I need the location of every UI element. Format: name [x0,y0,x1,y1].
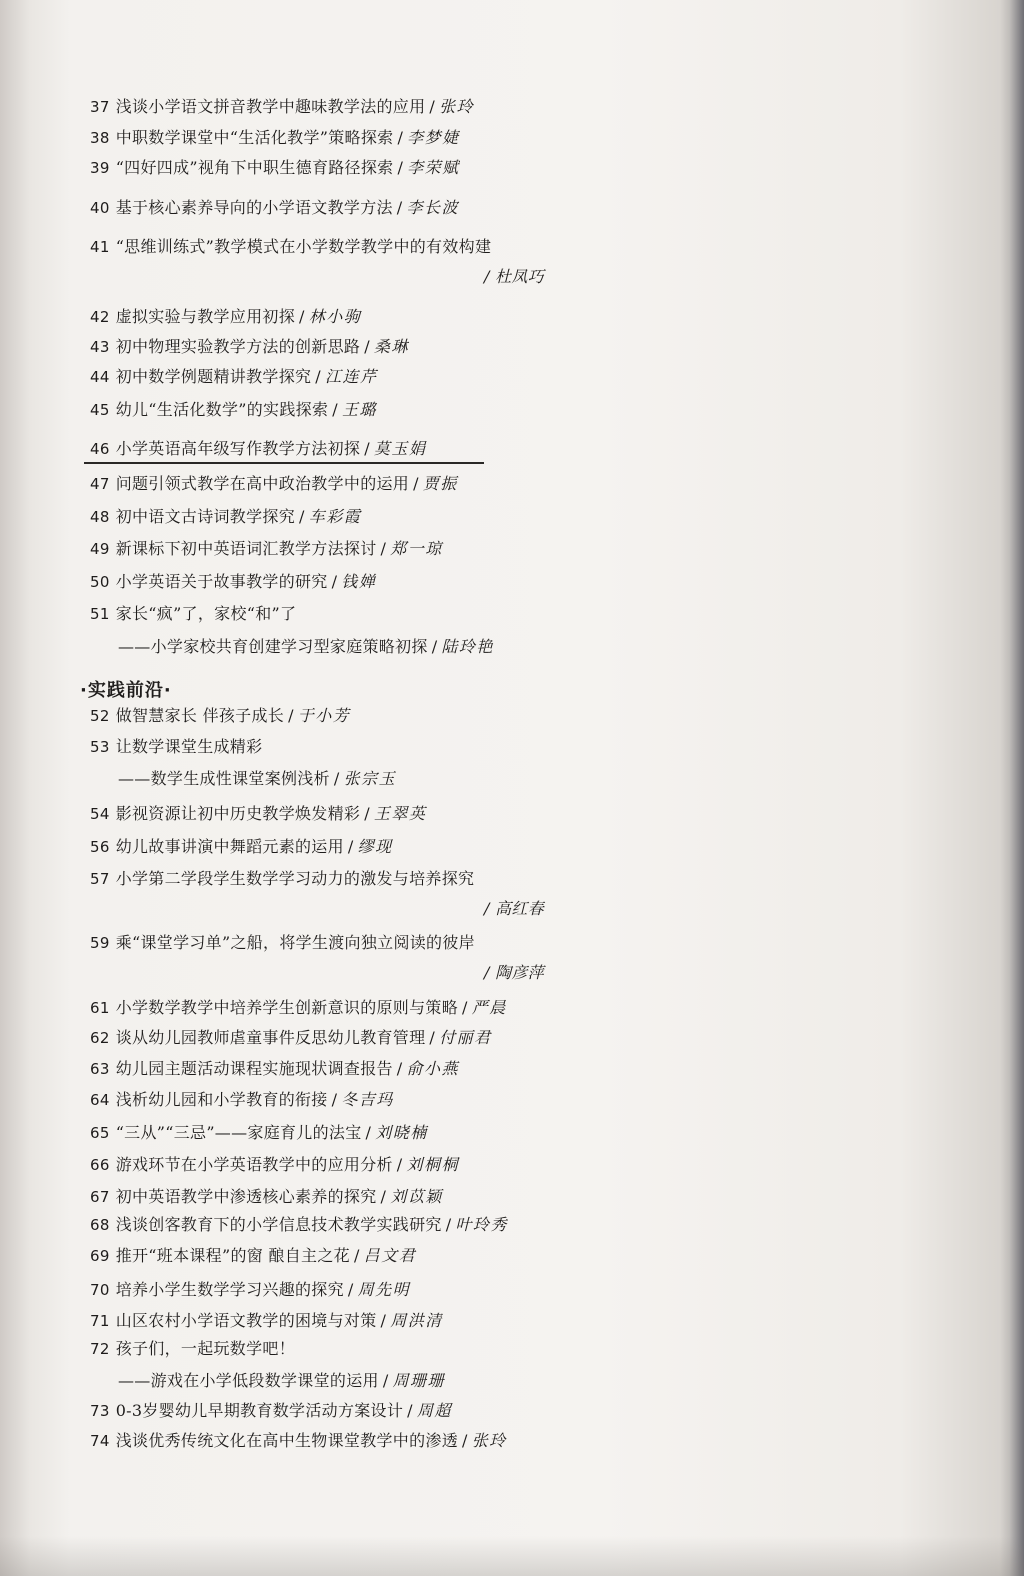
entry-title: “四好四成”视角下中职生德育路径探索 [115,158,394,177]
entry-author: 郑一琼 [390,539,443,558]
entry-number: 67 [90,1188,110,1206]
entry-subtitle: ——游戏在小学低段数学课堂的运用 / 周珊珊 [118,1371,446,1390]
entry-author: 张玲 [471,1431,507,1450]
toc-entry[interactable]: 61 小学数学教学中培养学生创新意识的原则与策略 / 严晨 [90,998,507,1017]
entry-number: 46 [90,440,110,458]
page-edge-shadow [1010,0,1024,1576]
entry-author: 刘桐桐 [406,1155,460,1174]
toc-entry[interactable]: 37 浅谈小学语文拼音教学中趣味教学法的应用 / 张玲 [90,97,475,116]
toc-entry[interactable]: 49 新课标下初中英语词汇教学方法探讨 / 郑一琼 [90,539,443,558]
entry-number: 51 [90,605,110,623]
toc-entry[interactable]: 64 浅析幼儿园和小学教育的衔接 / 冬吉玛 [90,1090,394,1109]
entry-title: 培养小学生数学学习兴趣的探究 [115,1280,344,1299]
toc-entry[interactable]: 69 推开“班本课程”的窗 酿自主之花 / 吕文君 [90,1246,417,1265]
entry-author: 林小驹 [308,307,362,326]
toc-entry[interactable]: 67 初中英语教学中渗透核心素养的探究 / 刘苡颖 [90,1187,443,1206]
entry-subtitle-text: ——数学生成性课堂案例浅析 [118,769,330,788]
toc-entry[interactable]: 68 浅谈创客教育下的小学信息技术教学实践研究 / 叶玲秀 [90,1215,508,1234]
entry-number: 73 [90,1402,110,1420]
toc-entry[interactable]: 70 培养小学生数学学习兴趣的探究 / 周先明 [90,1280,411,1299]
entry-title: 影视资源让初中历史教学焕发精彩 [115,804,361,823]
toc-entry[interactable]: 44 初中数学例题精讲教学探究 / 江连芹 [90,367,378,386]
entry-number: 63 [90,1060,110,1078]
entry-number: 54 [90,805,110,823]
toc-entry[interactable]: 46 小学英语高年级写作教学方法初探 / 莫玉娟 [90,439,427,458]
toc-entry[interactable]: 47 问题引领式教学在高中政治教学中的运用 / 贾振 [90,474,458,493]
toc-entry[interactable]: 71 山区农村小学语文教学的困境与对策 / 周洪清 [90,1311,443,1330]
entry-title: 乘“课堂学习单”之船，将学生渡向独立阅读的彼岸 [115,933,475,952]
entry-title: 浅谈创客教育下的小学信息技术教学实践研究 [115,1215,442,1234]
toc-entry[interactable]: 38 中职数学课堂中“生活化教学”策略探索 / 李梦婕 [90,128,460,147]
entry-number: 68 [90,1216,110,1234]
entry-author: 莫玉娟 [373,439,427,458]
toc-entry[interactable]: 66 游戏环节在小学英语教学中的应用分析 / 刘桐桐 [90,1155,460,1174]
toc-entry[interactable]: 39 “四好四成”视角下中职生德育路径探索 / 李荣赋 [90,158,460,177]
toc-entry[interactable]: 52 做智慧家长 伴孩子成长 / 于小芳 [90,706,351,725]
entry-number: 37 [90,98,110,116]
entry-number: 57 [90,870,110,888]
entry-author: 于小芳 [297,706,351,725]
entry-title: 做智慧家长 伴孩子成长 [115,706,285,725]
toc-entry[interactable]: 45 幼儿“生活化数学”的实践探索 / 王璐 [90,400,377,419]
entry-title: 让数学课堂生成精彩 [115,737,263,756]
entry-title: 孩子们，一起玩数学吧！ [115,1339,295,1358]
entry-title: 小学数学教学中培养学生创新意识的原则与策略 [115,998,458,1017]
entry-number: 69 [90,1247,110,1265]
entry-author: / 高红春 [484,899,544,918]
entry-author: 周先明 [357,1280,411,1299]
entry-title: 山区农村小学语文教学的困境与对策 [115,1311,377,1330]
entry-author: 李梦婕 [407,128,460,147]
toc-entry[interactable] [90,736,262,758]
entry-author: 钱婵 [341,572,377,591]
entry-author: 周珊珊 [392,1371,446,1390]
toc-entry[interactable]: 56 幼儿故事讲演中舞蹈元素的运用 / 缪现 [90,837,393,856]
entry-number: 39 [90,159,110,177]
toc-entry[interactable]: 62 谈从幼儿园教师虐童事件反思幼儿教育管理 / 付丽君 [90,1028,492,1047]
entry-author: 吕文君 [363,1246,417,1265]
entry-title: 推开“班本课程”的窗 酿自主之花 [115,1246,350,1265]
entry-author: 张玲 [439,97,475,116]
entry-author: 江连芹 [325,367,378,386]
entry-author: 贾振 [422,474,458,493]
entry-title: 谈从幼儿园教师虐童事件反思幼儿教育管理 [115,1028,426,1047]
entry-author: 严晨 [471,998,507,1017]
entry-author: 张宗玉 [343,769,397,788]
entry-number: 45 [90,401,110,419]
entry-title: 新课标下初中英语词汇教学方法探讨 [115,539,377,558]
entry-author: / 杜凤巧 [484,267,544,286]
entry-number: 56 [90,838,110,856]
entry-author: 冬吉玛 [341,1090,394,1109]
entry-number: 70 [90,1281,110,1299]
toc-entry[interactable]: 54 影视资源让初中历史教学焕发精彩 / 王翠英 [90,804,427,823]
section-title: ·实践前沿· [80,680,172,701]
entry-title: 小学第二学段学生数学学习动力的激发与培养探究 [115,869,475,888]
entry-number: 42 [90,308,110,326]
entry-number: 52 [90,707,110,725]
toc-entry[interactable]: 73 0-3岁婴幼儿早期教育数学活动方案设计 / 周超 [90,1401,452,1420]
entry-author: 刘苡颖 [390,1187,443,1206]
entry-author: 李长波 [406,198,460,217]
entry-subtitle-text: ——游戏在小学低段数学课堂的运用 [118,1371,379,1390]
entry-title: 初中数学例题精讲教学探究 [115,367,312,386]
entry-title: 虚拟实验与教学应用初探 [115,307,295,326]
entry-number: 41 [90,238,110,256]
entry-subtitle: ——数学生成性课堂案例浅析 / 张宗玉 [118,769,397,788]
entry-number: 50 [90,573,110,591]
entry-author: 陆玲艳 [441,637,494,656]
entry-number: 62 [90,1029,110,1047]
entry-title: 初中英语教学中渗透核心素养的探究 [115,1187,377,1206]
toc-entry[interactable]: 65 “三从”“三忌”——家庭育儿的法宝 / 刘晓楠 [90,1123,428,1142]
entry-title: 游戏环节在小学英语教学中的应用分析 [115,1155,393,1174]
entry-title: 幼儿“生活化数学”的实践探索 [115,400,329,419]
entry-author: 付丽君 [439,1028,492,1047]
entry-number: 43 [90,338,110,356]
toc-entry[interactable] [90,868,474,890]
toc-entry[interactable]: 74 浅谈优秀传统文化在高中生物课堂教学中的渗透 / 张玲 [90,1431,507,1450]
entry-author: 李荣赋 [407,158,460,177]
entry-author: 周超 [416,1401,452,1420]
highlight-underline [84,462,484,464]
entry-title: 浅谈小学语文拼音教学中趣味教学法的应用 [115,97,426,116]
entry-title: 家长“疯”了，家校“和”了 [115,604,297,623]
entry-title: 幼儿故事讲演中舞蹈元素的运用 [115,837,344,856]
entry-number: 59 [90,934,110,952]
entry-number: 47 [90,475,110,493]
entry-title: 问题引领式教学在高中政治教学中的运用 [115,474,410,493]
entry-author: 桑琳 [373,337,409,356]
toc-entry[interactable]: 50 小学英语关于故事教学的研究 / 钱婵 [90,572,377,591]
toc-entry[interactable]: 42 虚拟实验与教学应用初探 / 林小驹 [90,307,362,326]
entry-title: 浅析幼儿园和小学教育的衔接 [115,1090,328,1109]
entry-number: 74 [90,1432,110,1450]
entry-author: 叶玲秀 [455,1215,508,1234]
entry-title: 初中物理实验教学方法的创新思路 [115,337,361,356]
entry-number: 53 [90,738,110,756]
toc-entry[interactable] [90,603,296,625]
entry-subtitle: ——小学家校共育创建学习型家庭策略初探 / 陆玲艳 [118,637,494,656]
toc-entry[interactable]: 48 初中语文古诗词教学探究 / 车彩霞 [90,507,362,526]
toc-entry[interactable]: 63 幼儿园主题活动课程实施现状调查报告 / 俞小燕 [90,1059,460,1078]
toc-entry[interactable]: 40 基于核心素养导向的小学语文教学方法 / 李长波 [90,198,460,217]
entry-author: 王翠英 [373,804,427,823]
entry-author: 王璐 [341,400,377,419]
entry-number: 49 [90,540,110,558]
entry-number: 38 [90,129,110,147]
toc-entry[interactable] [90,932,475,954]
entry-title: 0-3岁婴幼儿早期教育数学活动方案设计 [115,1401,404,1420]
entry-number: 66 [90,1156,110,1174]
entry-number: 40 [90,199,110,217]
entry-title: 小学英语关于故事教学的研究 [115,572,328,591]
page-bottom-shadow [0,1536,1024,1576]
entry-title: 初中语文古诗词教学探究 [115,507,295,526]
entry-title: 幼儿园主题活动课程实施现状调查报告 [115,1059,393,1078]
entry-author: 车彩霞 [308,507,362,526]
toc-entry[interactable]: 43 初中物理实验教学方法的创新思路 / 桑琳 [90,337,409,356]
entry-number: 71 [90,1312,110,1330]
entry-author: 周洪清 [390,1311,443,1330]
entry-title: 中职数学课堂中“生活化教学”策略探索 [115,128,394,147]
entry-author: 俞小燕 [406,1059,460,1078]
entry-title: 小学英语高年级写作教学方法初探 [115,439,361,458]
entry-title: “思维训练式”教学模式在小学数学教学中的有效构建 [115,237,492,256]
entry-title: 浅谈优秀传统文化在高中生物课堂教学中的渗透 [115,1431,458,1450]
toc-entry[interactable] [90,236,491,258]
entry-author: 刘晓楠 [375,1123,428,1142]
entry-title: 基于核心素养导向的小学语文教学方法 [115,198,393,217]
entry-number: 44 [90,368,110,386]
entry-number: 48 [90,508,110,526]
entry-number: 64 [90,1091,110,1109]
entry-title: “三从”“三忌”——家庭育儿的法宝 [115,1123,362,1142]
entry-number: 65 [90,1124,110,1142]
entry-subtitle-text: ——小学家校共育创建学习型家庭策略初探 [118,637,428,656]
toc-entry[interactable] [90,1338,295,1360]
entry-number: 61 [90,999,110,1017]
entry-author: / 陶彦萍 [484,963,544,982]
entry-author: 缪现 [357,837,393,856]
entry-number: 72 [90,1340,110,1358]
